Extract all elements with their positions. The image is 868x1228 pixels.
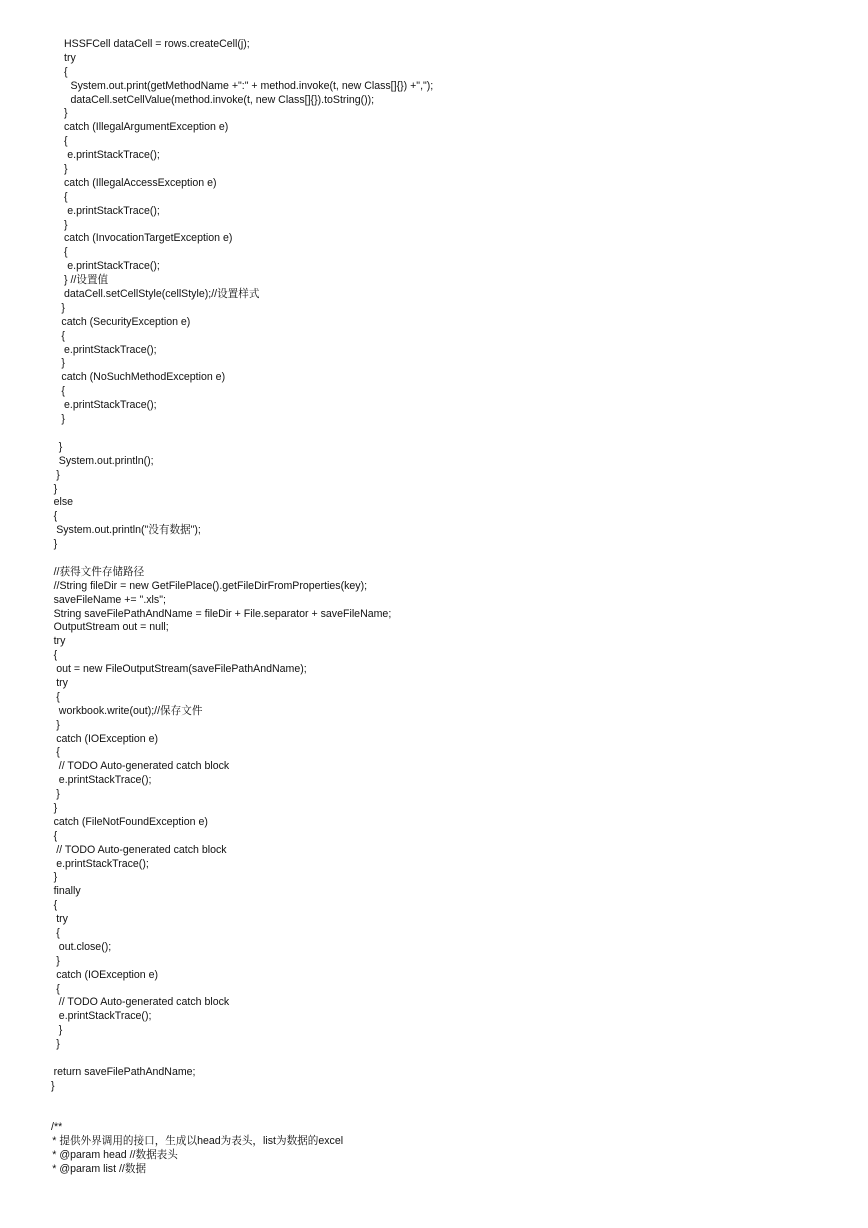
code-line: } <box>56 718 60 731</box>
code-line: saveFileName += ".xls"; <box>53 593 166 606</box>
code-line: } <box>64 218 68 231</box>
code-line: { <box>53 829 58 842</box>
code-line: e.printStackTrace(); <box>64 399 157 412</box>
code-line: } <box>56 468 60 481</box>
code-line: { <box>56 982 60 995</box>
code-line: //获得文件存储路径 <box>53 565 145 578</box>
code-line: } //设置值 <box>64 274 109 287</box>
code-line: e.printStackTrace(); <box>56 857 149 870</box>
code-line: finally <box>53 885 81 898</box>
code-line: { <box>56 927 60 939</box>
code-line: { <box>64 135 68 148</box>
code-line <box>0 1108 868 1122</box>
code-line: e.printStackTrace(); <box>58 774 152 787</box>
code-line: e.printStackTrace(); <box>67 149 160 162</box>
code-line: String saveFilePathAndName = fileDir + File.separator + saveFileName; <box>53 607 392 620</box>
code-line: } <box>53 482 58 495</box>
code-line: * @param list //数据 <box>52 1163 147 1176</box>
code-line: } <box>56 1038 60 1051</box>
code-line: } <box>64 107 68 120</box>
code-line: { <box>56 690 60 703</box>
code-line: // TODO Auto-generated catch block <box>58 760 230 773</box>
code-line: try <box>56 913 68 926</box>
code-line: catch (InvocationTargetException e) <box>64 232 233 245</box>
code-line: catch (IOException e) <box>56 968 159 981</box>
code-line: } <box>53 538 58 551</box>
code-line: catch (SecurityException e) <box>61 315 191 328</box>
code-line: System.out.println(); <box>58 454 154 467</box>
code-line: } <box>51 1079 55 1092</box>
code-line: } <box>58 1024 63 1037</box>
code-line: out.close(); <box>58 940 112 953</box>
code-line: { <box>64 190 68 203</box>
code-line: try <box>53 635 66 648</box>
code-line: System.out.print(getMethodName +":" + method.invoke(t, new Class[]{}) +","); <box>70 79 434 92</box>
code-line: { <box>53 649 58 662</box>
code-line: catch (IllegalArgumentException e) <box>64 121 229 134</box>
code-line <box>0 552 868 566</box>
code-line: OutputStream out = null; <box>53 621 169 634</box>
code-line: dataCell.setCellValue(method.invoke(t, new Class[]{}).toString()); <box>70 93 375 106</box>
code-line: try <box>56 676 68 689</box>
code-line: catch (IOException e) <box>56 732 159 745</box>
code-line: catch (IllegalAccessException e) <box>64 176 217 189</box>
code-line: System.out.println("没有数据"); <box>56 524 201 537</box>
code-line: * @param head //数据表头 <box>52 1149 178 1162</box>
code-line: return saveFilePathAndName; <box>53 1065 196 1078</box>
code-line: out = new FileOutputStream(saveFilePathAndName); <box>56 663 307 676</box>
code-line: { <box>53 899 58 912</box>
code-line: { <box>53 510 58 523</box>
code-line: dataCell.setCellStyle(cellStyle);//设置样式 <box>64 288 260 301</box>
code-line: { <box>56 746 60 759</box>
code-line: catch (FileNotFoundException e) <box>53 815 208 828</box>
code-line: } <box>56 954 60 967</box>
code-line: catch (NoSuchMethodException e) <box>61 371 226 384</box>
code-line: //String fileDir = new GetFilePlace().getFileDirFromProperties(key); <box>53 579 368 592</box>
code-line <box>0 1052 868 1066</box>
code-line: e.printStackTrace(); <box>58 1010 152 1023</box>
code-line: { <box>64 65 68 78</box>
code-line: try <box>64 51 76 64</box>
code-line: } <box>58 440 63 453</box>
code-line: } <box>64 163 68 176</box>
code-line: { <box>64 246 68 259</box>
code-line: } <box>53 871 58 884</box>
code-line <box>0 427 868 441</box>
code-line: } <box>56 788 60 801</box>
code-line: /** <box>51 1121 63 1134</box>
code-line: e.printStackTrace(); <box>67 260 160 273</box>
code-line: // TODO Auto-generated catch block <box>56 843 227 856</box>
code-line: { <box>61 329 65 342</box>
code-line: } <box>61 357 65 370</box>
code-line: // TODO Auto-generated catch block <box>58 996 230 1009</box>
code-line: e.printStackTrace(); <box>67 204 160 217</box>
code-line: HSSFCell dataCell = rows.createCell(j); <box>64 38 250 50</box>
code-line: } <box>61 413 65 426</box>
code-line: } <box>53 801 58 814</box>
code-line: e.printStackTrace(); <box>64 343 157 356</box>
code-line: * 提供外界调用的接口，生成以head为表头，list为数据的excel <box>52 1135 344 1148</box>
code-line <box>0 1094 868 1108</box>
code-block <box>0 38 868 1177</box>
code-line: workbook.write(out);//保存文件 <box>58 704 203 717</box>
code-line: } <box>61 301 65 314</box>
code-line: else <box>53 496 74 509</box>
code-line: { <box>61 385 65 398</box>
